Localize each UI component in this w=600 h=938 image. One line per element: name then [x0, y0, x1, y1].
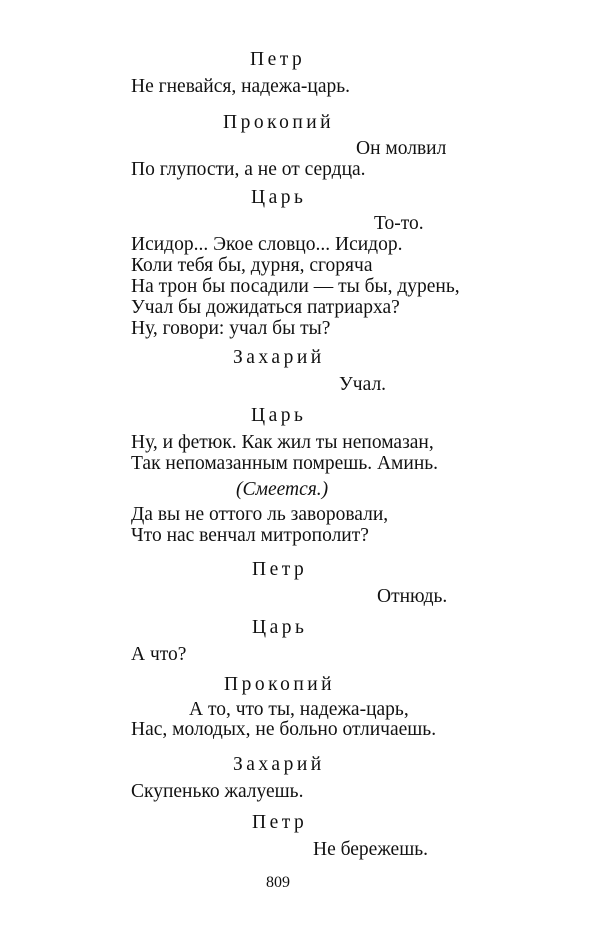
verse-line: Коли тебя бы, дурня, сгоряча: [131, 255, 373, 276]
verse-line: Исидор... Экое словцо... Исидор.: [131, 234, 403, 255]
verse-line: Не бережешь.: [313, 839, 428, 860]
verse-line: Что нас венчал митрополит?: [131, 525, 369, 546]
speaker-name: Захарий: [233, 347, 325, 368]
stage-direction: (Смеется.): [236, 479, 329, 500]
verse-line: Он молвил: [356, 138, 447, 159]
verse-line: Учал.: [339, 374, 387, 395]
verse-line: По глупости, а не от сердца.: [131, 159, 366, 180]
verse-line: Ну, и фетюк. Как жил ты непомазан,: [131, 432, 434, 453]
verse-line: Ну, говори: учал бы ты?: [131, 318, 331, 339]
speaker-name: Прокопий: [224, 674, 336, 695]
speaker-name: Захарий: [233, 754, 325, 775]
speaker-name: Петр: [250, 49, 306, 70]
speaker-name: Царь: [252, 617, 308, 638]
verse-line: На трон бы посадили — ты бы, дурень,: [131, 276, 460, 297]
speaker-name: Прокопий: [223, 112, 335, 133]
verse-line: Отнюдь.: [377, 586, 448, 607]
verse-line: А то, что ты, надежа-царь,: [189, 699, 409, 720]
verse-line: Так непомазанным помрешь. Аминь.: [131, 453, 439, 474]
verse-line: Нас, молодых, не больно отличаешь.: [131, 719, 437, 740]
verse-line: Скупенько жалуешь.: [131, 781, 304, 802]
speaker-name: Петр: [252, 559, 308, 580]
verse-line: А что?: [131, 644, 187, 665]
speaker-name: Царь: [251, 405, 307, 426]
verse-line: Не гневайся, надежа-царь.: [131, 76, 351, 97]
verse-line: То-то.: [374, 213, 424, 234]
verse-line: Учал бы дожидаться патриарха?: [131, 297, 400, 318]
speaker-name: Петр: [252, 812, 308, 833]
speaker-name: Царь: [251, 187, 307, 208]
page-number: 809: [266, 874, 290, 891]
verse-line: Да вы не оттого ль заворовали,: [131, 504, 389, 525]
